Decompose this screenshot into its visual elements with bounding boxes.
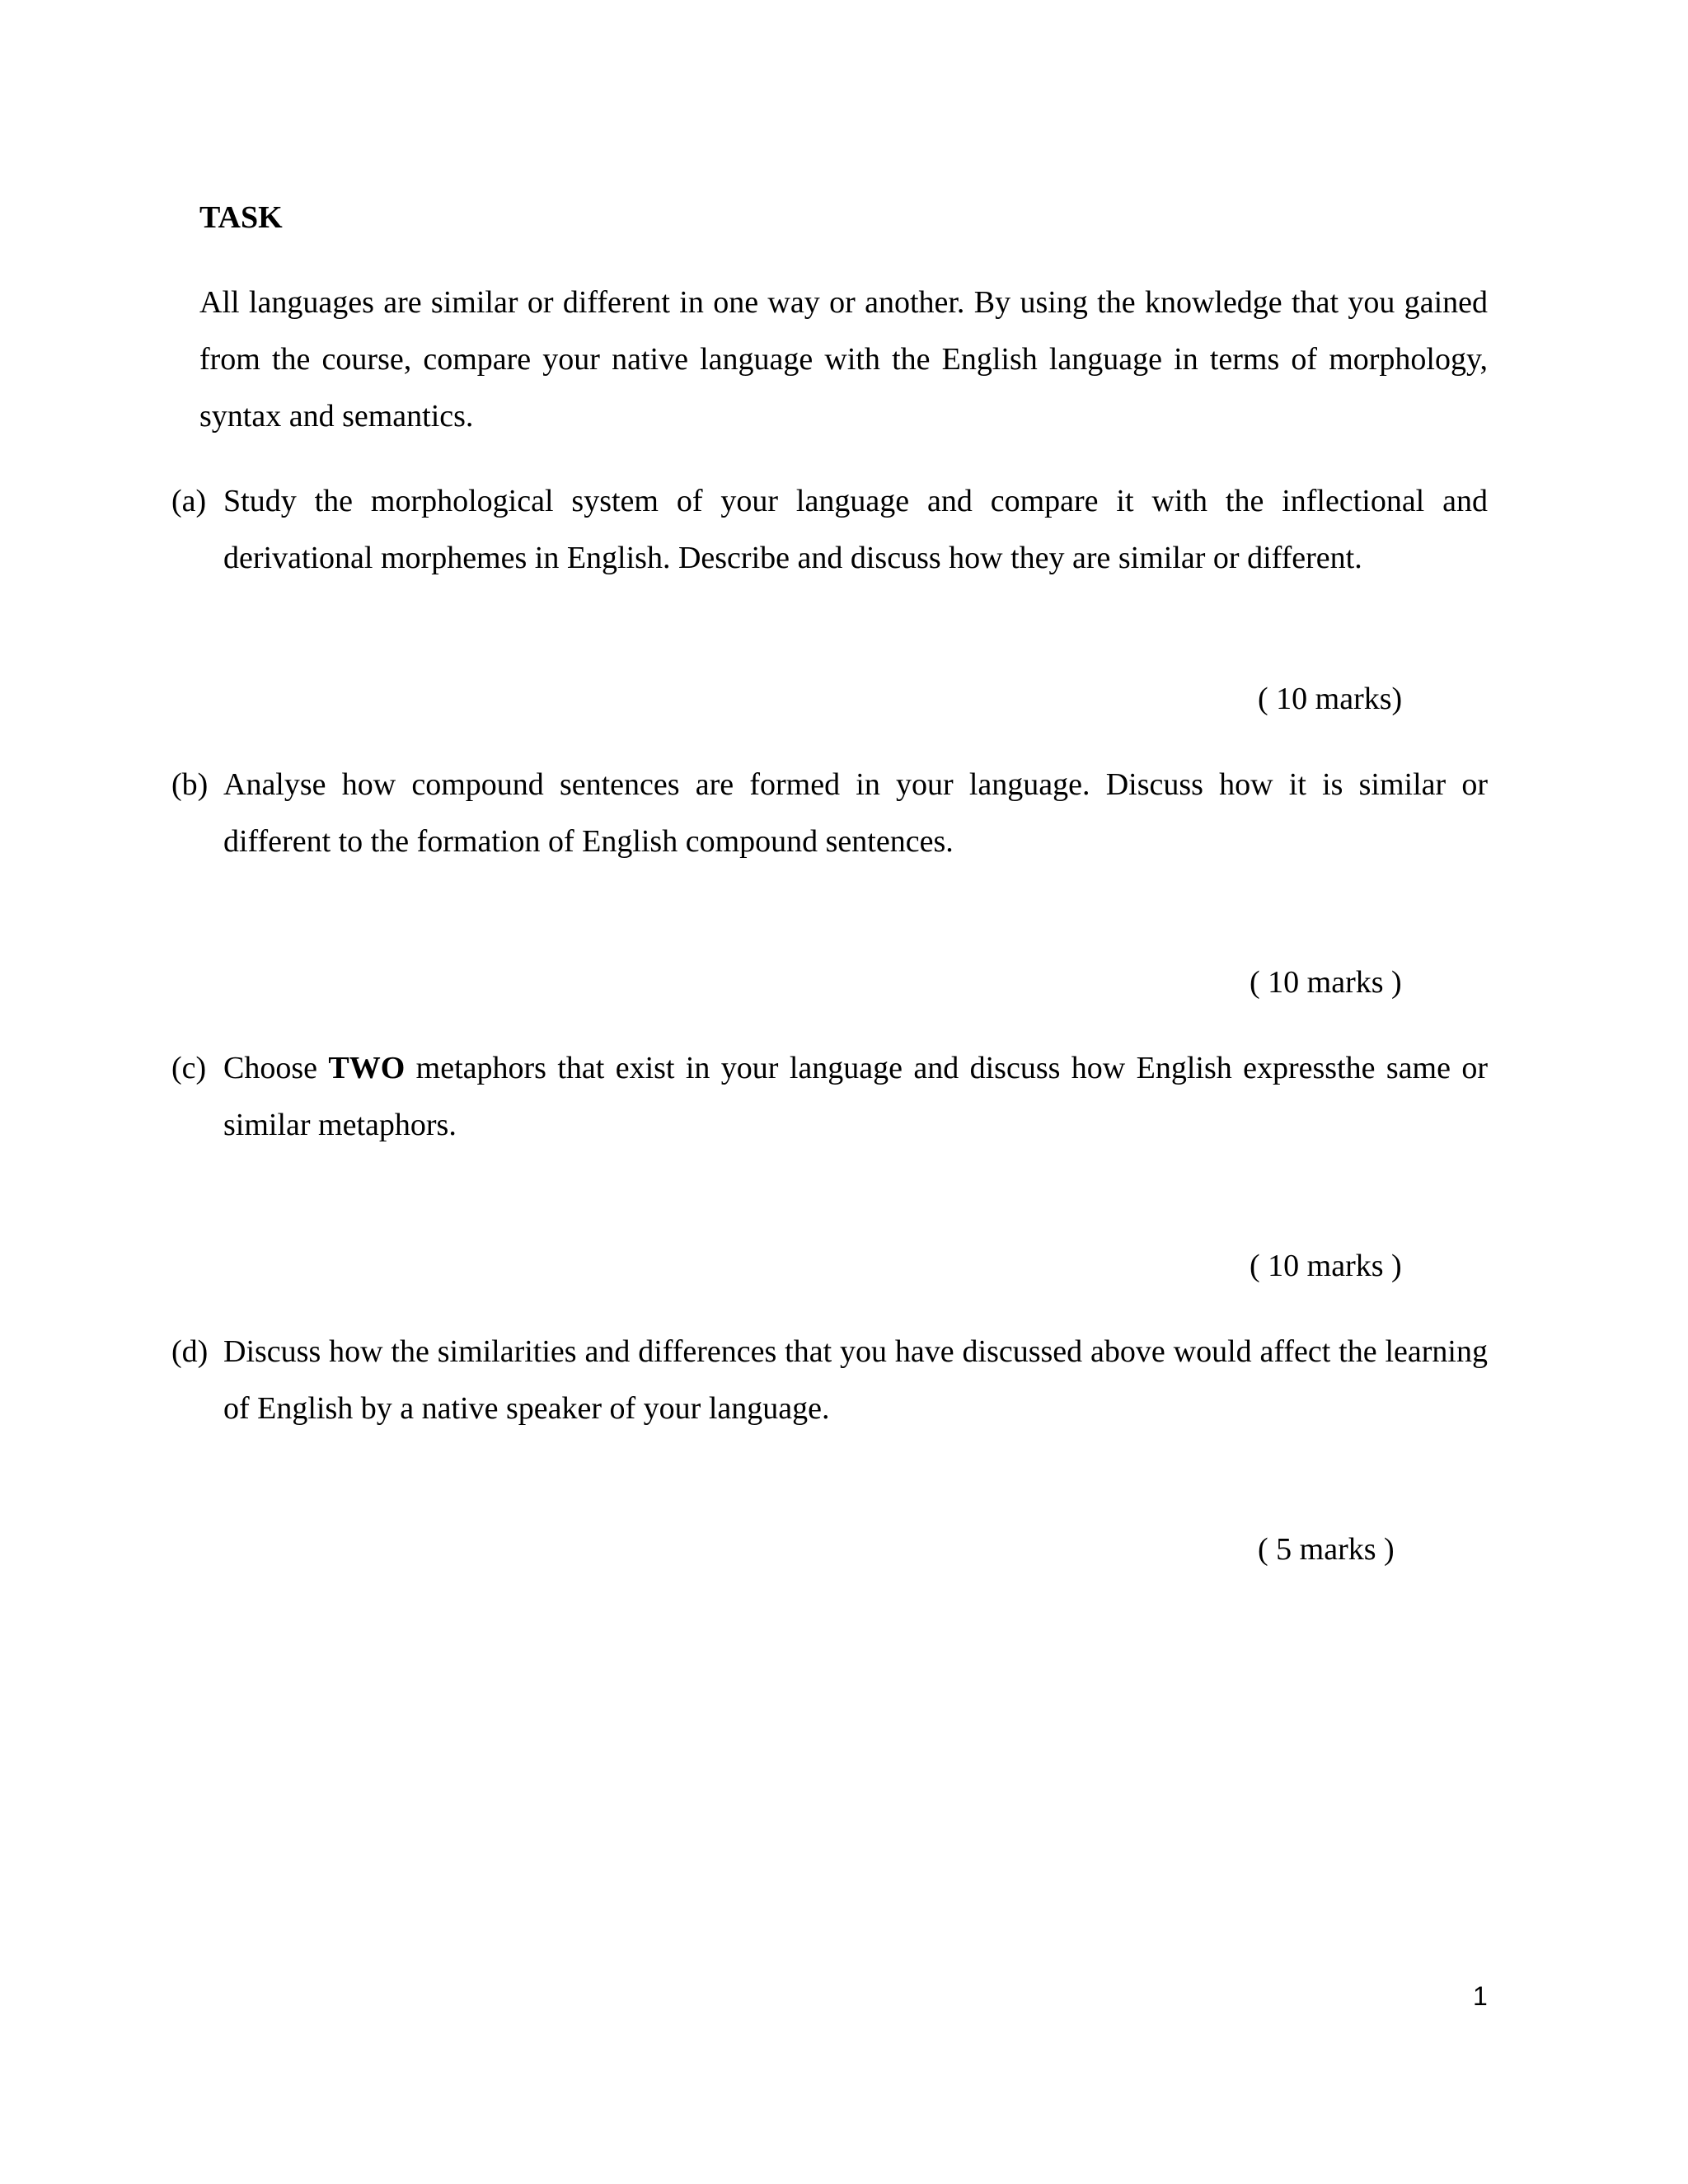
question-c bbox=[171, 1040, 1488, 1154]
task-heading: TASK bbox=[199, 200, 283, 235]
question-a-label: (a) bbox=[171, 484, 207, 518]
question-d bbox=[171, 1324, 1488, 1437]
question-c-label: (c) bbox=[171, 1051, 207, 1085]
question-b bbox=[171, 757, 1488, 870]
question-c-text bbox=[223, 1040, 1488, 1154]
question-d-label: (d) bbox=[171, 1334, 209, 1369]
question-b-marks: ( 10 marks ) bbox=[1250, 965, 1402, 1000]
question-d-text: Discuss how the similarities and differences that you have discussed above would affect the learning of English by a native speaker of your language. bbox=[223, 1334, 1488, 1426]
question-c-text-before: Choose bbox=[223, 1051, 329, 1085]
question-c-marks: ( 10 marks ) bbox=[1250, 1249, 1402, 1283]
question-c-bold-term: TWO bbox=[328, 1051, 406, 1085]
question-d-marks: ( 5 marks ) bbox=[1258, 1532, 1395, 1567]
question-a-text: Study the morphological system of your language and compare it with the inflectional and derivational morphemes in English. Describe and discuss how they are similar or different. bbox=[223, 484, 1488, 575]
page-number: 1 bbox=[1473, 1981, 1488, 2011]
question-b-text: Analyse how compound sentences are formed in your language. Discuss how it is similar or different to the formation of English compound sentences. bbox=[223, 767, 1488, 859]
question-a-marks: ( 10 marks) bbox=[1258, 682, 1403, 716]
question-c-text-after: metaphors that exist in your language and discuss how English expressthe same or similar metaphors. bbox=[223, 1051, 1488, 1142]
task-intro: All languages are similar or different in one way or another. By using the knowledge that you gained from the course, compare your native language with the English language in terms of morphology, syntax and semantics. bbox=[199, 285, 1488, 434]
question-b-label: (b) bbox=[171, 767, 209, 802]
question-a bbox=[171, 473, 1488, 587]
